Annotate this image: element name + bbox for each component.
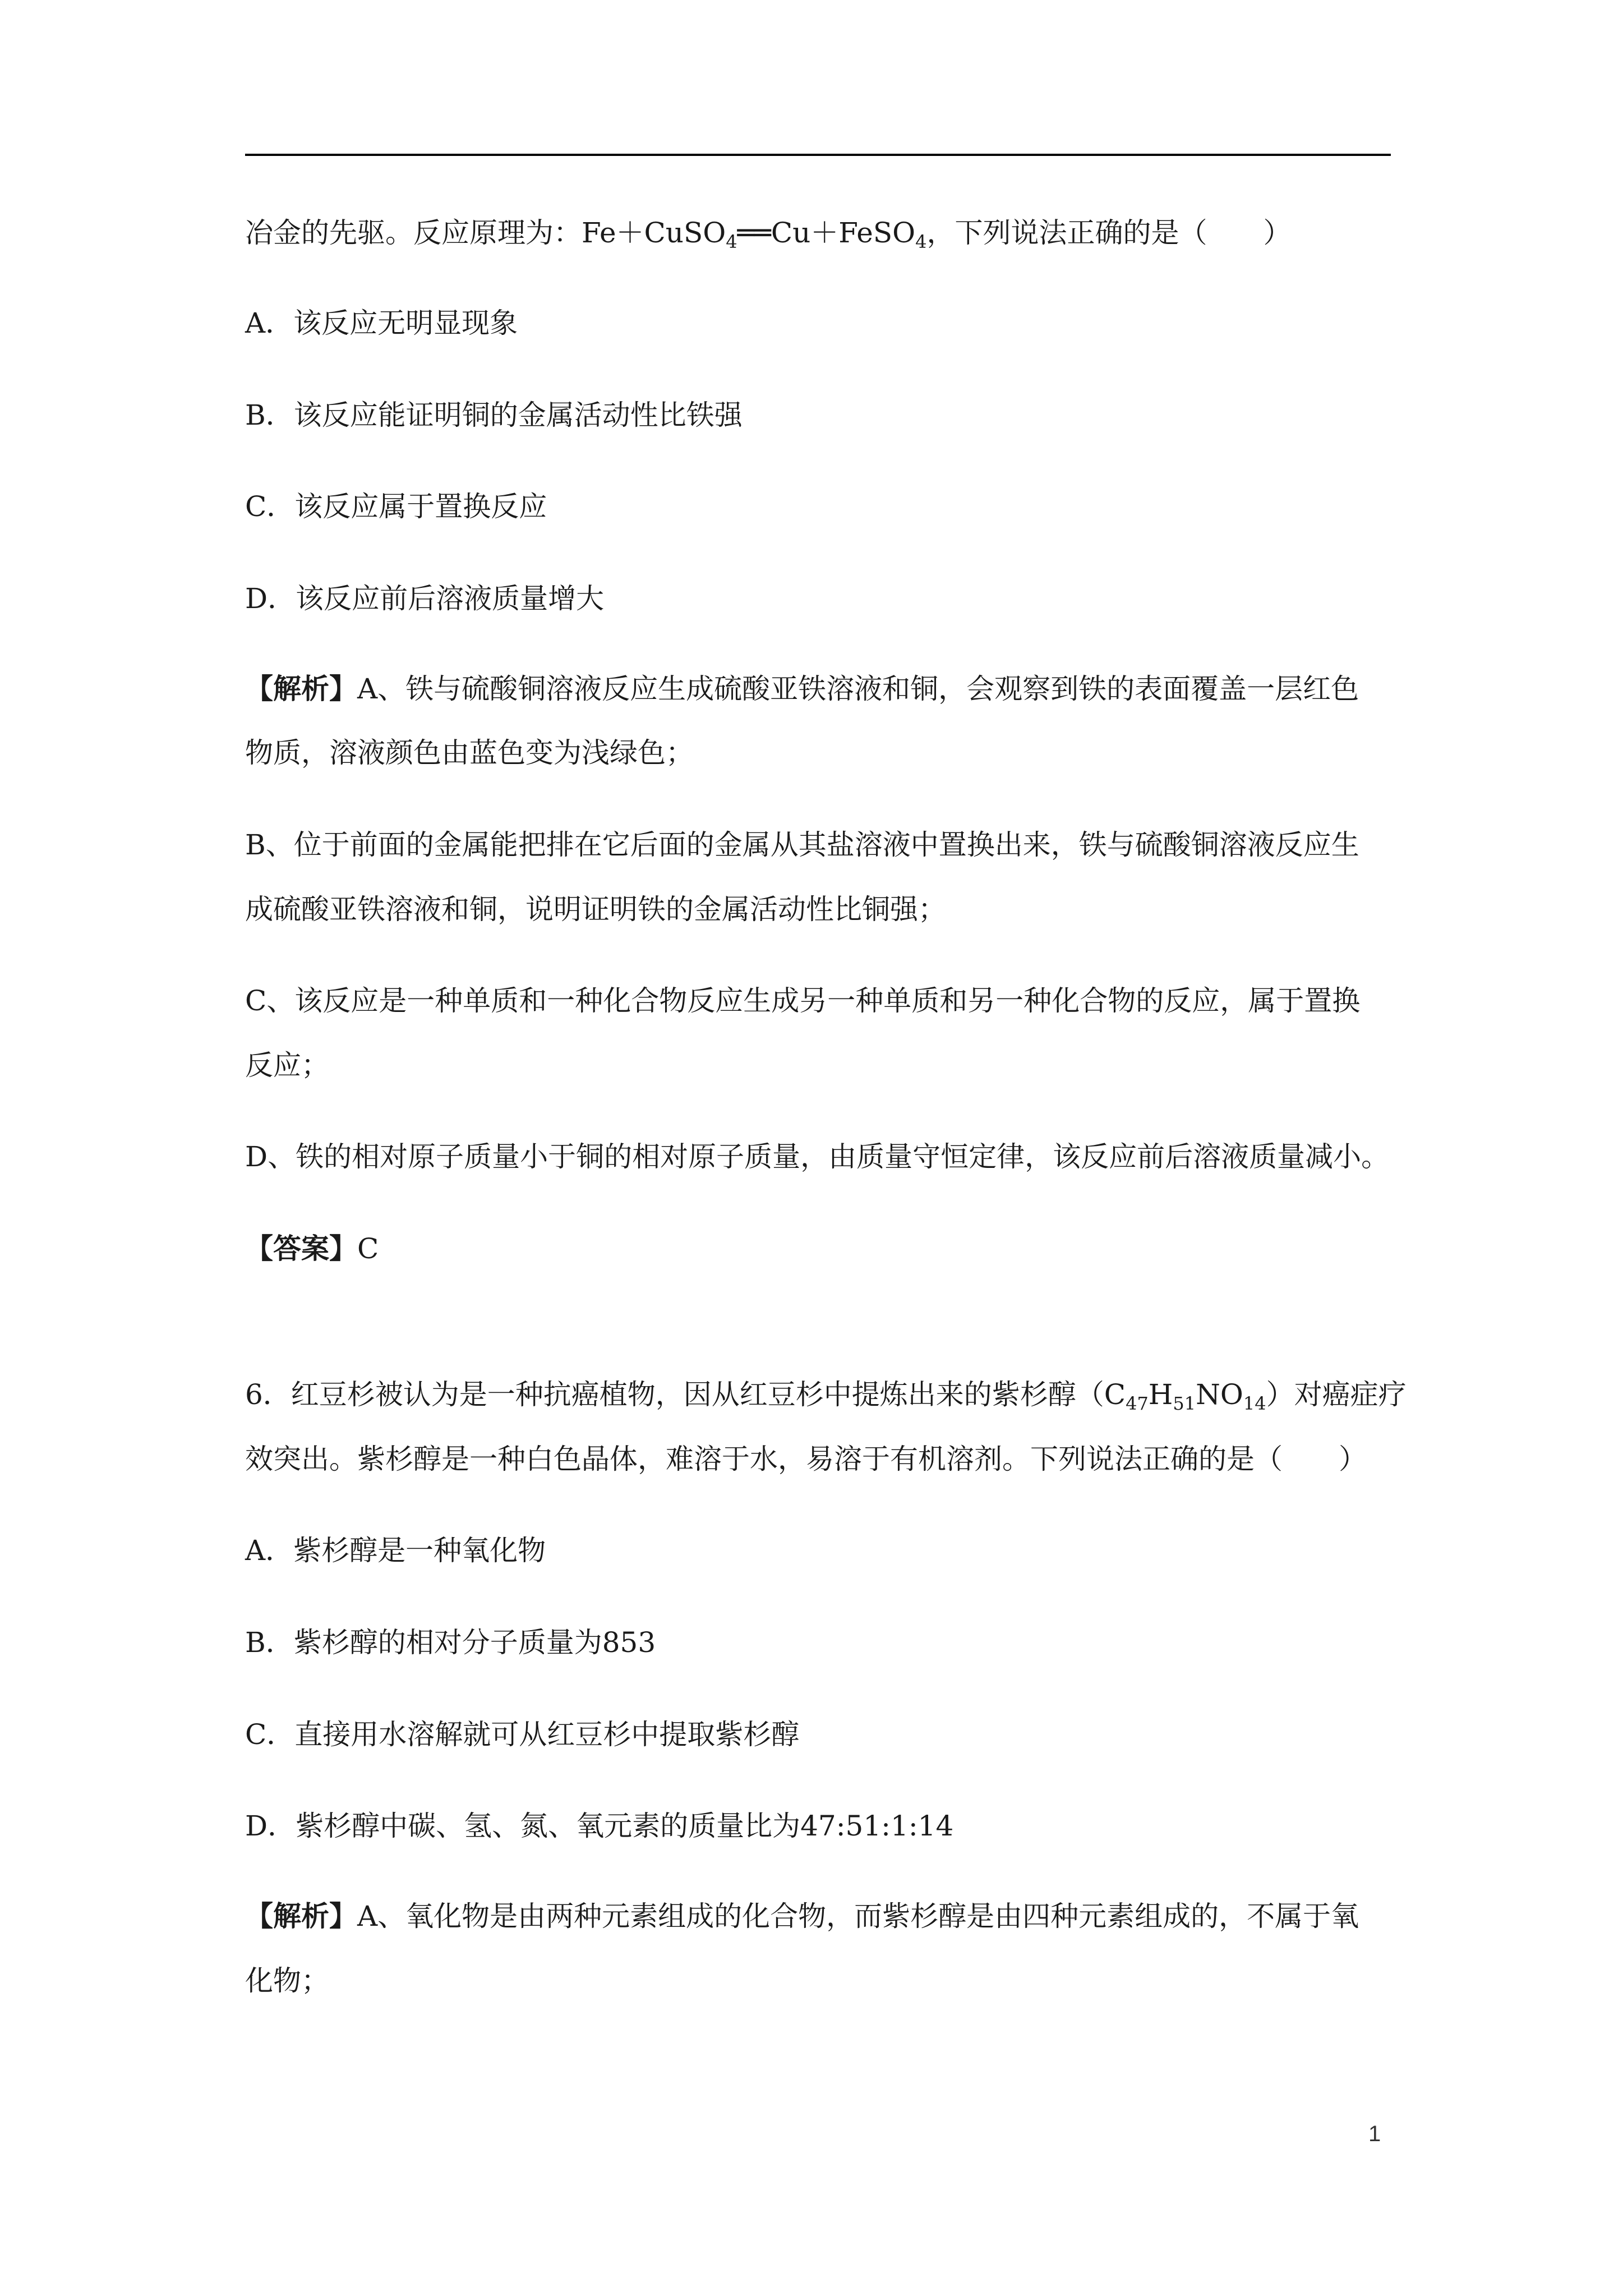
q5-stem: 冶金的先驱。反应原理为：Fe＋CuSO$_4$══Cu＋FeSO$_4$，下列说法正确的是（ ） (245, 217, 1292, 252)
q5-option-c: C．该反应属于置换反应 (245, 490, 547, 523)
analysis-label: 【解析】 (245, 672, 357, 705)
q5-analysis-d-line1: D、铁的相对原子质量小于铜的相对原子质量，由质量守恒定律，该反应前后溶液质量减小。 (245, 1140, 1390, 1173)
q6-option-d: D．紫杉醇中碳、氢、氮、氧元素的质量比为47:51:1:14 (245, 1810, 954, 1842)
answer-value: C (357, 1232, 379, 1265)
q5-analysis-b-line1: B、位于前面的金属能把排在它后面的金属从其盐溶液中置换出来，铁与硫酸铜溶液反应生 (245, 829, 1359, 861)
q5-analysis-b-line2: 成硫酸亚铁溶液和铜，说明证明铁的金属活动性比铜强； (245, 893, 946, 926)
q6-analysis-a-line1: 【解析】A、氧化物是由两种元素组成的化合物，而紫杉醇是由四种元素组成的，不属于氧 (245, 1899, 1359, 1932)
q5-option-d: D．该反应前后溶液质量增大 (245, 582, 605, 615)
q5-analysis-c-line2: 反应； (245, 1049, 329, 1082)
q5-option-a: A．该反应无明显现象 (245, 307, 518, 339)
page-number: 1 (1368, 2122, 1381, 2146)
q6-analysis-a-line2: 化物； (245, 1964, 329, 1997)
q5-analysis-a-line1: 【解析】A、铁与硫酸铜溶液反应生成硫酸亚铁溶液和铜，会观察到铁的表面覆盖一层红色 (245, 672, 1359, 705)
q5-option-b: B．该反应能证明铜的金属活动性比铁强 (245, 399, 743, 431)
q5-analysis-c-line1: C、该反应是一种单质和一种化合物反应生成另一种单质和另一种化合物的反应，属于置换 (245, 984, 1361, 1017)
answer-label: 【答案】 (245, 1232, 357, 1265)
q6-stem-line2: 效突出。紫杉醇是一种白色晶体，难溶于水，易溶于有机溶剂。下列说法正确的是（ ） (245, 1443, 1367, 1475)
q5-analysis-a-line2: 物质，溶液颜色由蓝色变为浅绿色； (245, 737, 694, 769)
q6-stem-line1: 6．红豆杉被认为是一种抗癌植物，因从红豆杉中提炼出来的紫杉醇$(C_{47}H_{51}NO_{14})$对癌症疗 (245, 1378, 1407, 1414)
header-rule (245, 154, 1391, 156)
q6-option-c: C．直接用水溶解就可从红豆杉中提取紫杉醇 (245, 1718, 800, 1751)
q6-option-b: B．紫杉醇的相对分子质量为853 (245, 1626, 656, 1659)
q6-option-a: A．紫杉醇是一种氧化物 (245, 1534, 546, 1567)
q5-answer (245, 1232, 379, 1266)
analysis-label: 【解析】 (245, 1899, 357, 1932)
